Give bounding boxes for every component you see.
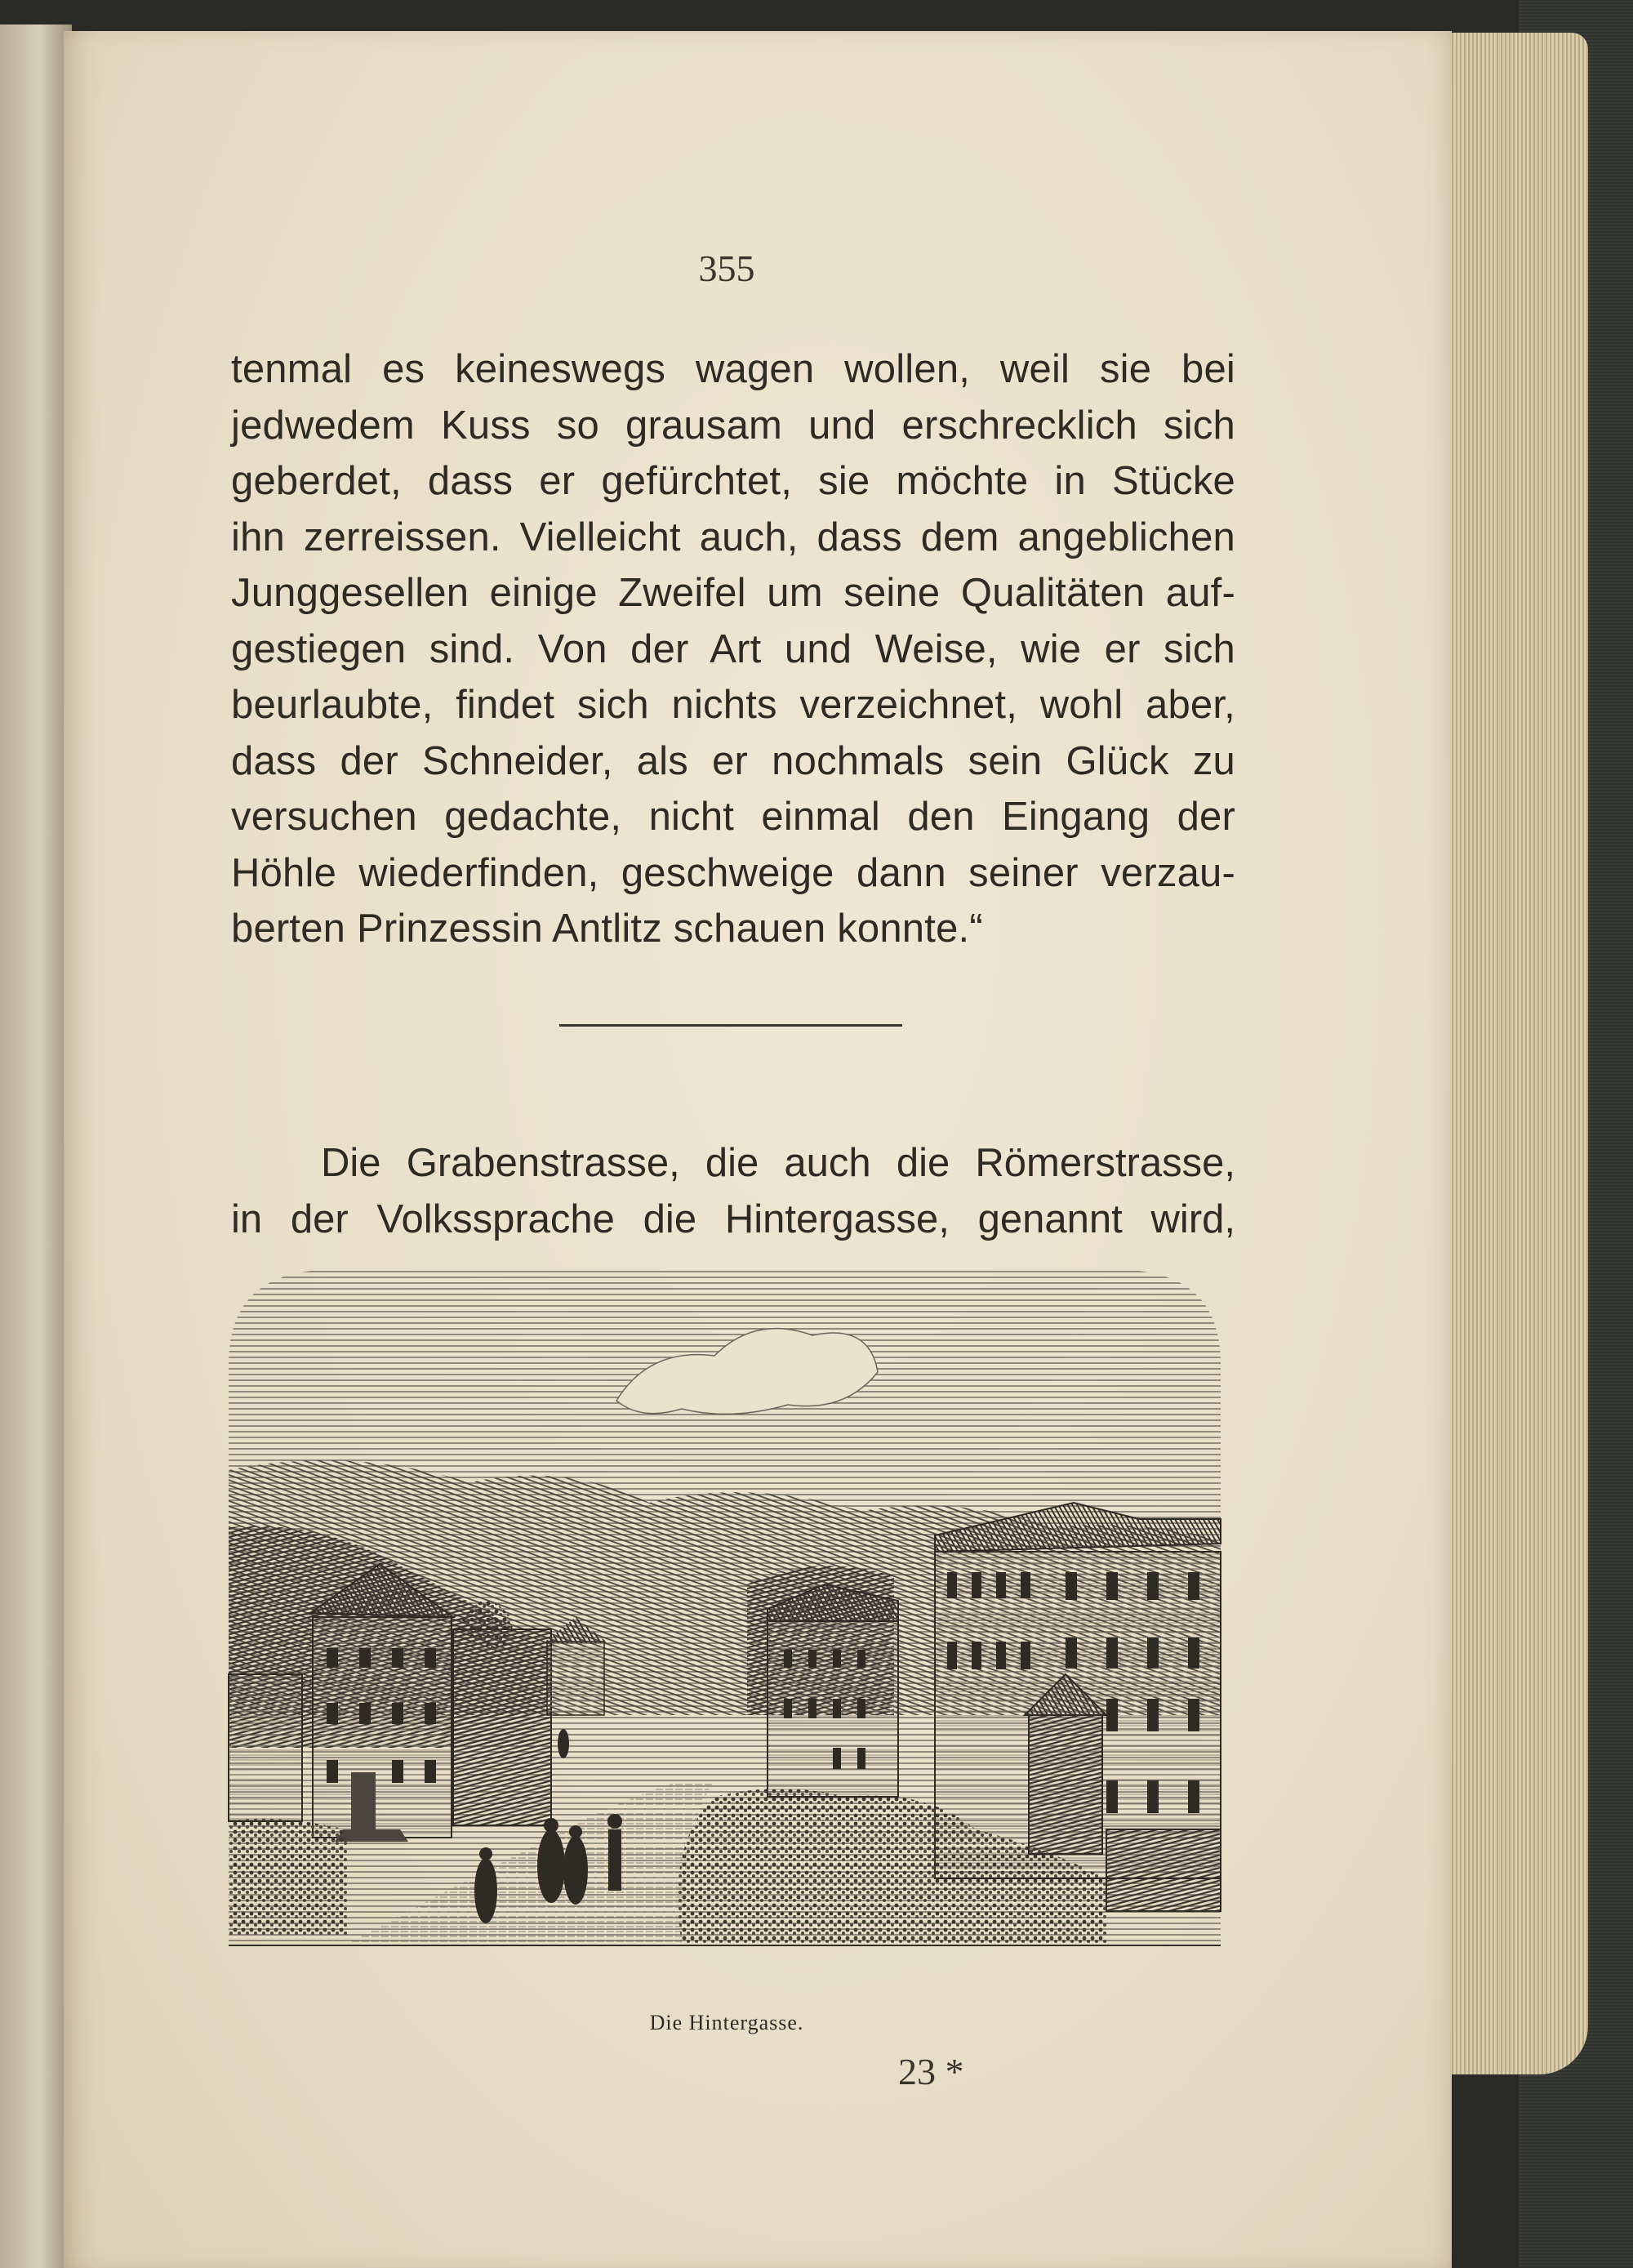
engraving-hintergasse [225, 1258, 1225, 1976]
text-line: dass der Schneider, als er nochmals sein Glück zu [231, 738, 1235, 783]
text-line: Die Grabenstrasse, die auch die Römerstrasse, [321, 1141, 1235, 1185]
paragraph-continued [231, 341, 1235, 957]
signature-mark: 23 * [898, 2051, 964, 2092]
paragraph-new-section [231, 1135, 1235, 1247]
text-line: versuchen gedachte, nicht einmal den Eingang der [231, 795, 1235, 839]
text-line: tenmal es keineswegs wagen wollen, weil sie bei [231, 347, 1235, 391]
left-wall-bushes [229, 1819, 347, 1936]
text-line: gestiegen sind. Von der Art und Weise, wie er sich [231, 626, 1235, 671]
distant-house [547, 1642, 604, 1715]
page-number: 355 [698, 247, 755, 289]
text-line: jedwedem Kuss so grausam und erschrecklich sich [231, 403, 1235, 448]
text-line: ihn zerreissen. Vielleicht auch, dass dem angeblichen [231, 515, 1235, 559]
text-line: berten Prinzessin Antlitz schauen konnte.“ [231, 907, 983, 951]
text-line: geberdet, dass er gefürchtet, sie möchte in Stücke [231, 459, 1235, 503]
section-divider-rule [559, 1024, 902, 1027]
text-line: Höhle wiederfinden, geschweige dann seiner verzau- [231, 850, 1235, 895]
text-line: Junggesellen einige Zweifel um seine Qualitäten auf- [231, 571, 1235, 615]
far-left-house [229, 1674, 302, 1821]
text-line: beurlaubte, findet sich nichts verzeichnet, wohl aber, [231, 683, 1235, 727]
facing-page-edge [0, 25, 72, 2268]
illustration-caption: Die Hintergasse. [649, 2011, 804, 2034]
page-edges-stack [1433, 33, 1588, 2074]
text-line: in der Volkssprache die Hintergasse, genannt wird, [231, 1196, 1235, 1241]
